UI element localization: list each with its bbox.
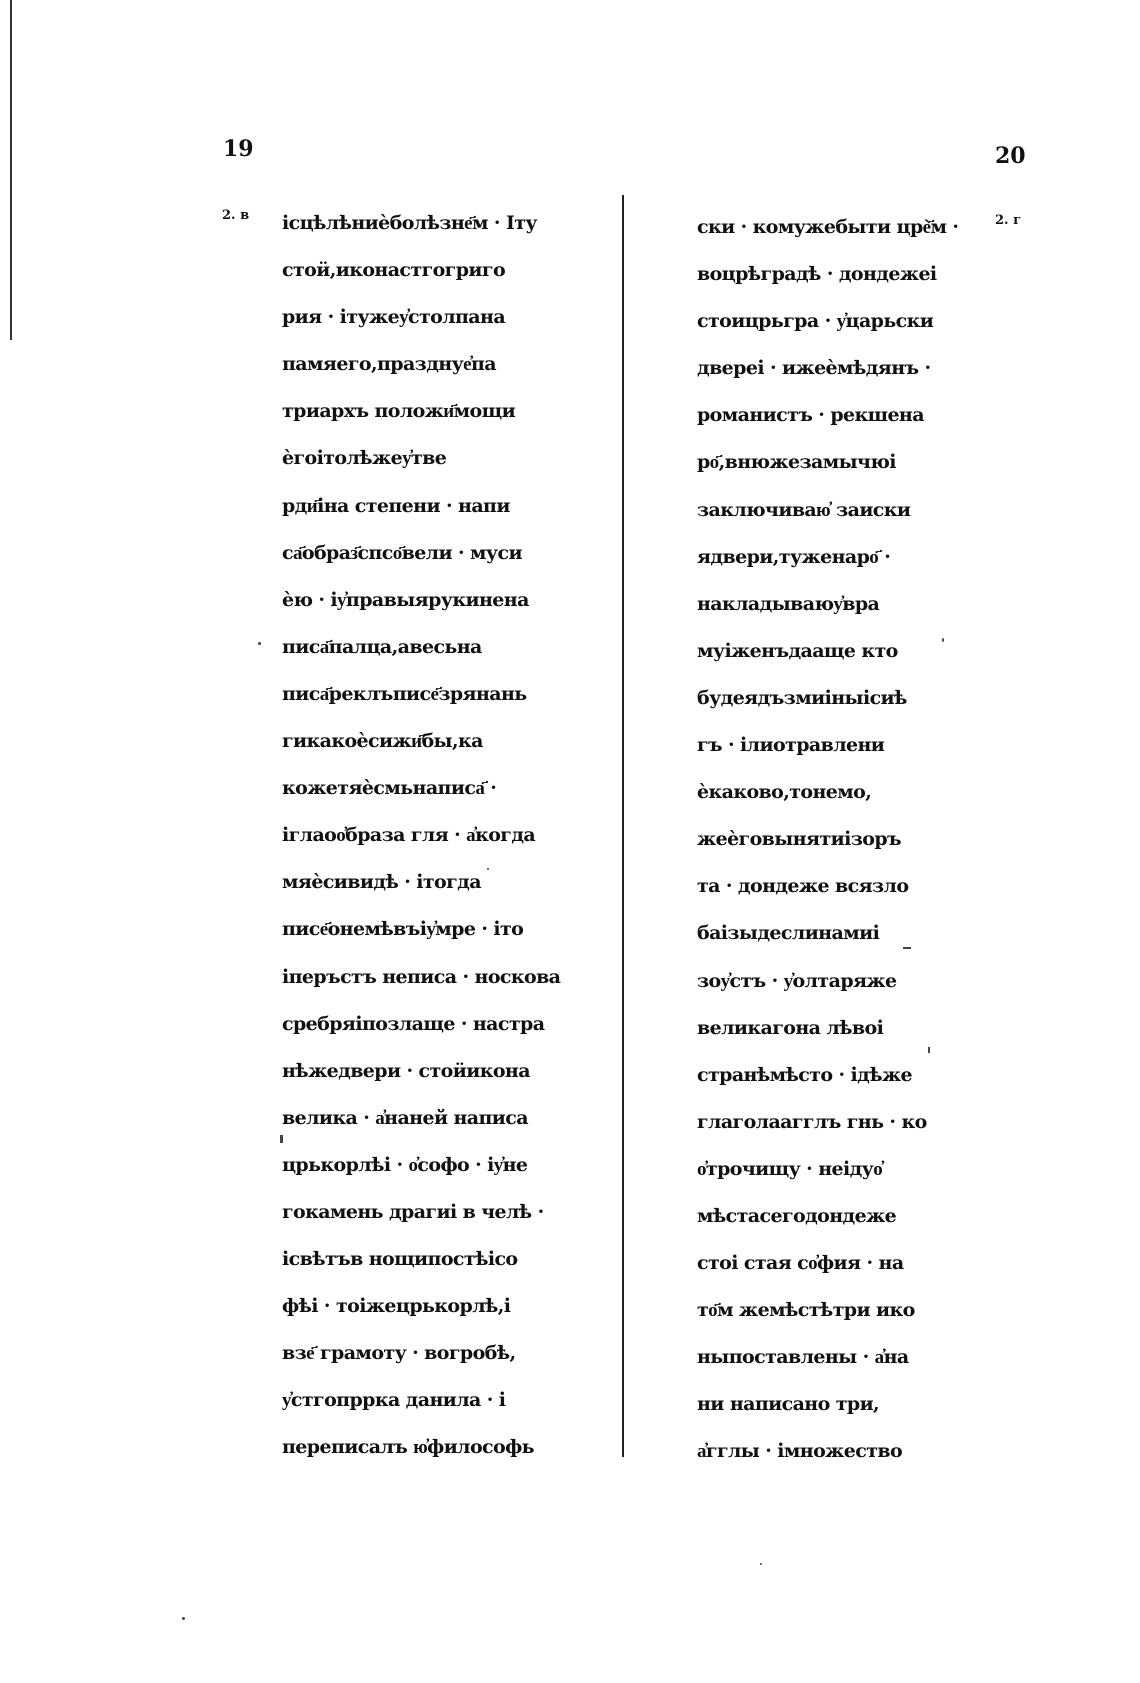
- text-line: фѣі · тоіжецрькорлѣ,і: [282, 1295, 511, 1318]
- text-line: стоицрьгра · у҆царьски: [697, 310, 934, 333]
- text-line: писе҃онемѣвъіу҆мре · іто: [282, 918, 524, 941]
- text-line: зоу҆стъ · у҆олтаряже: [697, 969, 897, 992]
- text-line: памяего,празднуе҆па: [282, 353, 496, 376]
- text-line: триархъ положи҃мощи: [282, 400, 516, 423]
- text-line: гъ · ілиотравлени: [697, 734, 885, 757]
- scan-speck: [928, 1047, 930, 1053]
- text-line: црькорлѣі · о҆софо · іу҆не: [282, 1153, 528, 1176]
- text-line: у҆стгопррка данила · і: [282, 1389, 506, 1412]
- scan-speck: [258, 642, 261, 645]
- text-line: писа҃палца,авесьна: [282, 635, 482, 658]
- scan-speck: [487, 868, 489, 870]
- scan-speck: [942, 638, 944, 642]
- text-line: іглаоо҆браза гля · а҆когда: [282, 824, 536, 847]
- text-line: а҆гглы · імножество: [697, 1440, 903, 1463]
- text-line: та · дондеже всязло: [697, 875, 909, 898]
- text-line: писа҃реклъписе҃зрянань: [282, 682, 527, 705]
- text-line: ісцѣлѣниѐболѣзне҃м · Іту: [282, 212, 537, 234]
- text-line: мѣстасегодондеже: [697, 1204, 897, 1227]
- text-line: глаголаагглъ гнь · ко: [697, 1110, 927, 1133]
- text-line: ни написано три,: [697, 1393, 880, 1416]
- text-line: велика · а҆наней написа: [282, 1106, 528, 1129]
- text-line: сребряіпозлаще · настра: [282, 1012, 545, 1035]
- text-line: гокамень драгиі в челѣ ·: [282, 1200, 544, 1223]
- folio-marker-right: 2. г: [995, 213, 1022, 228]
- text-line: ісвѣтъв нощипостѣісо: [282, 1248, 518, 1271]
- text-line: рия · ітужеу҆столпана: [282, 306, 506, 329]
- text-line: накладываюу҆вра: [697, 592, 880, 615]
- text-line: то҃м жемѣстѣтри ико: [697, 1299, 915, 1322]
- text-line: ядвери,туженаро҃ ·: [697, 545, 891, 568]
- text-line: ѐкаково,тонемо,: [697, 781, 872, 804]
- column-divider-rule: [622, 195, 624, 1457]
- text-line: жеѐговынятиізоръ: [697, 828, 902, 851]
- text-line: ро҃,внюжезамычюі: [697, 451, 896, 474]
- right-text-column: [697, 204, 958, 1476]
- text-line: воцрѣградѣ · дондежеі: [697, 263, 937, 286]
- text-line: ѐгоітолѣжеу҆тве: [282, 447, 447, 470]
- binding-edge-line: [10, 0, 12, 340]
- scan-speck: [760, 1563, 762, 1565]
- text-line: мяѐсивидѣ · ітогда: [282, 871, 481, 894]
- text-line: странѣмѣсто · ідѣже: [697, 1063, 913, 1086]
- text-line: кожетяѐсмьнаписа҃ ·: [282, 777, 497, 800]
- scan-speck: [280, 1135, 283, 1143]
- text-line: іперъстъ неписа · нoскова: [282, 965, 561, 988]
- text-line: романистъ · рекшена: [697, 404, 924, 427]
- text-line: будеядъзмиіныісиѣ: [697, 686, 907, 709]
- text-line: стоі стая со҆фия · на: [697, 1252, 904, 1275]
- text-line: муіженъдааще кто: [697, 639, 898, 662]
- left-text-column: [282, 200, 560, 1472]
- text-line: взе҃ грамоту · вогробѣ,: [282, 1342, 516, 1365]
- text-line: переписалъ ю҆философь: [282, 1436, 534, 1459]
- text-line: нѣжедвери · стоӥикона: [282, 1059, 530, 1082]
- text-line: великагона лѣвоі: [697, 1016, 884, 1039]
- page-number-right: 20: [995, 143, 1026, 169]
- text-line: стоӥ,иконастгогриго: [282, 259, 506, 282]
- scan-speck: [182, 1617, 185, 1620]
- text-line: ски · комужебыти црѐ҃м ·: [697, 216, 959, 238]
- text-line: гикакоѐсижи҃бы,ка: [282, 730, 483, 753]
- scan-speck: [903, 947, 911, 949]
- text-line: баізыдеслинамиі: [697, 922, 880, 945]
- text-line: двереі · ижеѐмѣдянъ ·: [697, 357, 931, 380]
- text-line: ѐю · іу҆правыярукинена: [282, 588, 529, 611]
- text-line: о҆трочищу · неідуо҆: [697, 1157, 883, 1180]
- text-line: ныпоставлены · а҆на: [697, 1346, 909, 1369]
- folio-marker-left: 2. в: [222, 208, 250, 223]
- page-number-left: 19: [223, 136, 254, 162]
- text-line: рди҃іна степени · напи: [282, 494, 510, 517]
- text-line: заключиваю҆ заиски: [697, 498, 911, 521]
- text-line: са҃образ҃спсо҃вели · муси: [282, 541, 522, 564]
